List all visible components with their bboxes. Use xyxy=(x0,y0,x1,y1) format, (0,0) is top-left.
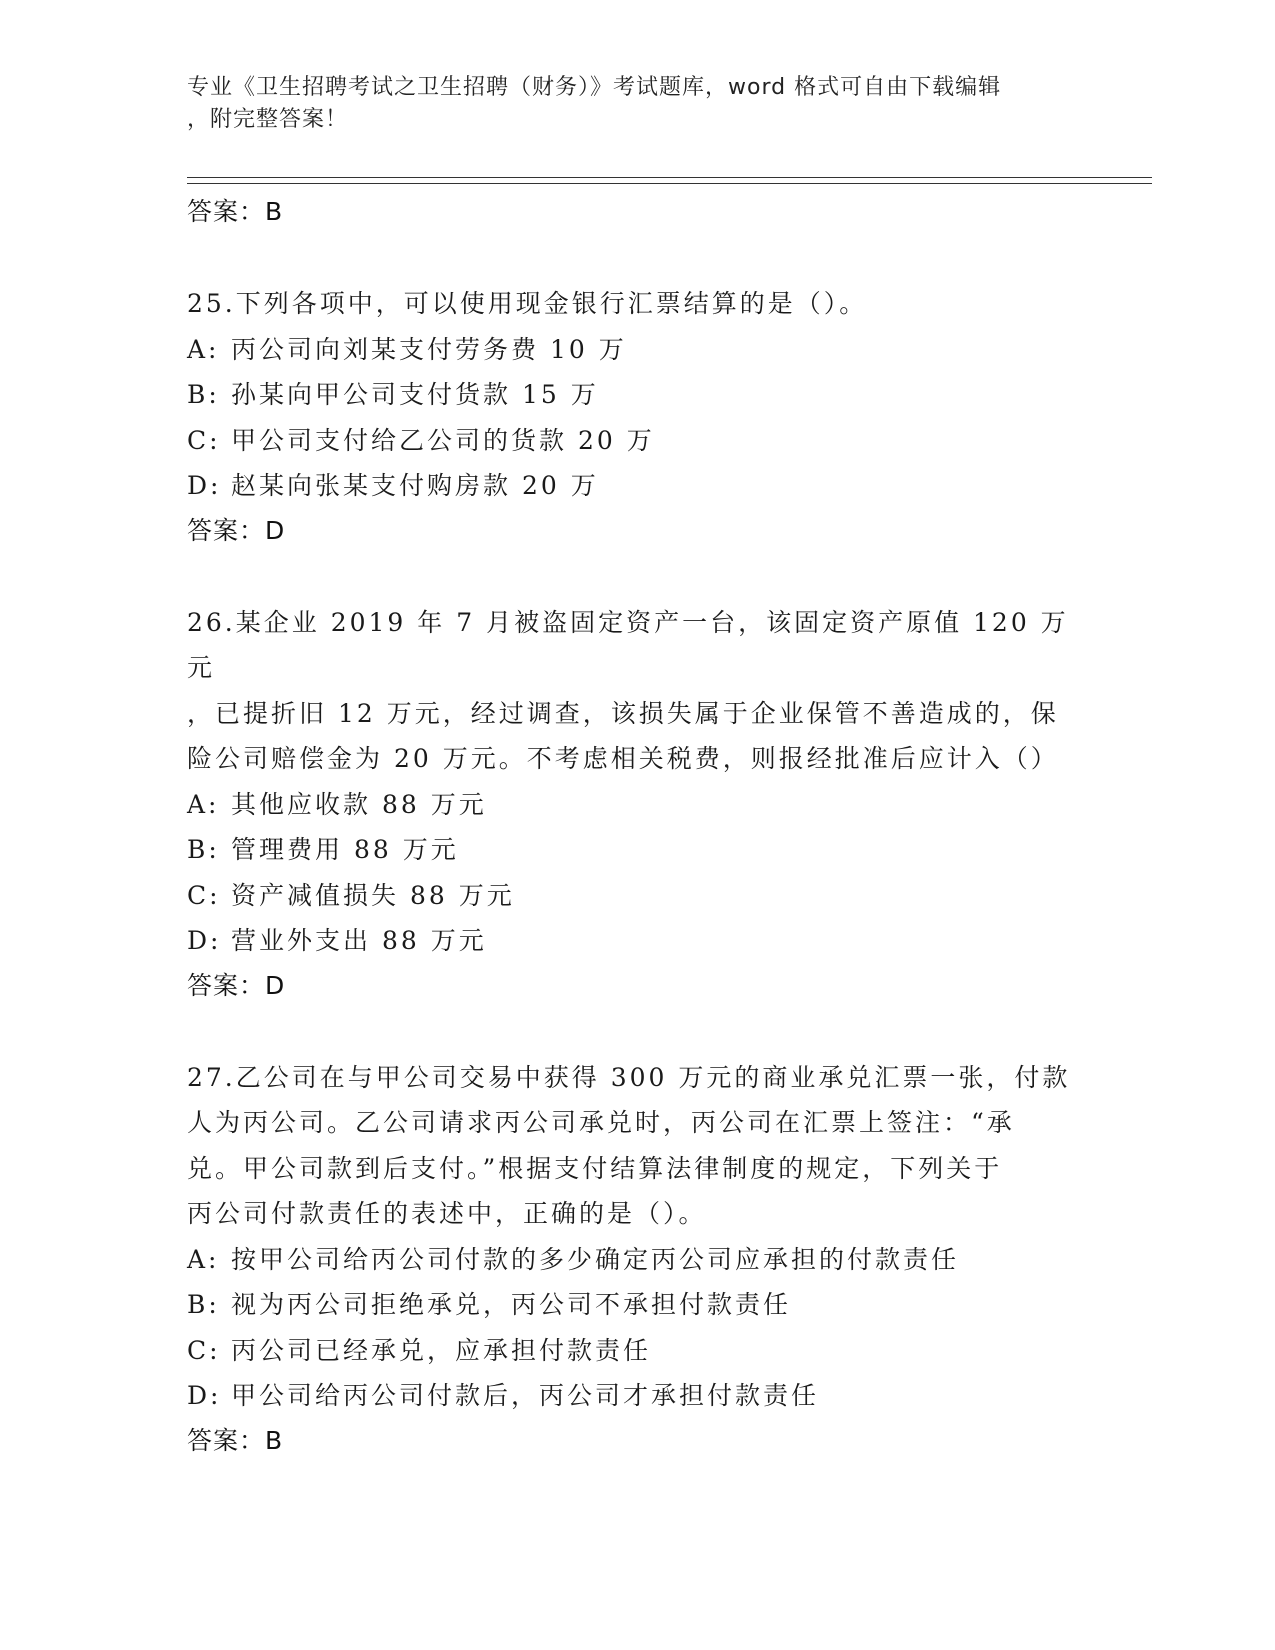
document-body xyxy=(187,190,1087,1463)
question-text xyxy=(187,1055,1087,1237)
option-letter: A: xyxy=(187,1244,220,1274)
option-a xyxy=(187,782,1087,828)
question-25 xyxy=(187,281,1087,553)
answer: 答案：D xyxy=(187,970,286,1000)
question-line: 险公司赔偿金为 20 万元。不考虑相关税费，则报经批准后应计入（） xyxy=(187,744,1059,773)
option-c xyxy=(187,418,1087,464)
option-text: 按甲公司给丙公司付款的多少确定丙公司应承担的付款责任 xyxy=(231,1244,960,1274)
spacer xyxy=(187,1008,1087,1055)
question-line: 26.某企业 2019 年 7 月被盗固定资产一台，该固定资产原值 120 万元 xyxy=(187,607,1069,682)
option-letter: B: xyxy=(187,1290,220,1319)
option-letter: D: xyxy=(187,1381,222,1410)
option-letter: B: xyxy=(187,380,220,409)
question-line: 丙公司付款责任的表述中，正确的是（）。 xyxy=(187,1199,707,1228)
option-text: 孙某向甲公司支付货款 15 万 xyxy=(231,380,599,409)
option-c xyxy=(187,873,1087,919)
option-d xyxy=(187,1373,1087,1419)
question-line: ，已提折旧 12 万元，经过调查，该损失属于企业保管不善造成的，保 xyxy=(187,698,1059,728)
question-line: 兑。甲公司款到后支付。”根据支付结算法律制度的规定，下列关于 xyxy=(187,1153,1003,1183)
header-line-2: ，附完整答案！ xyxy=(187,107,349,132)
option-letter: C: xyxy=(187,1335,221,1365)
option-c xyxy=(187,1328,1087,1374)
option-text: 营业外支出 88 万元 xyxy=(231,926,487,955)
option-letter: D: xyxy=(187,926,222,955)
previous-answer: 答案：B xyxy=(187,197,284,226)
option-letter: B: xyxy=(187,835,220,864)
question-line: 27.乙公司在与甲公司交易中获得 300 万元的商业承兑汇票一张，付款 xyxy=(187,1062,1071,1092)
question-line: 人为丙公司。乙公司请求丙公司承兑时，丙公司在汇票上签注：“承 xyxy=(187,1108,1015,1137)
option-text: 甲公司支付给乙公司的货款 20 万 xyxy=(231,425,655,455)
option-b xyxy=(187,827,1087,873)
option-d xyxy=(187,463,1087,509)
answer: 答案：D xyxy=(187,515,286,545)
question-text xyxy=(187,600,1087,782)
option-text: 资产减值损失 88 万元 xyxy=(231,880,515,910)
option-a xyxy=(187,1237,1087,1283)
document-header xyxy=(187,72,1067,136)
option-letter: A: xyxy=(187,334,220,364)
option-letter: A: xyxy=(187,789,220,819)
option-text: 甲公司给丙公司付款后，丙公司才承担付款责任 xyxy=(231,1381,820,1410)
question-text xyxy=(187,281,1087,327)
question-line: 25.下列各项中，可以使用现金银行汇票结算的是（）。 xyxy=(187,289,868,318)
option-d xyxy=(187,918,1087,964)
question-26 xyxy=(187,600,1087,1008)
option-letter: C: xyxy=(187,425,221,455)
spacer xyxy=(187,234,1087,281)
option-text: 管理费用 88 万元 xyxy=(231,835,459,864)
header-double-rule xyxy=(187,177,1152,184)
option-b xyxy=(187,372,1087,418)
option-a xyxy=(187,327,1087,373)
option-b xyxy=(187,1282,1087,1328)
question-27 xyxy=(187,1055,1087,1463)
header-line-1: 专业《卫生招聘考试之卫生招聘（财务）》考试题库，word 格式可自由下载编辑 xyxy=(187,75,1002,100)
option-text: 视为丙公司拒绝承兑，丙公司不承担付款责任 xyxy=(231,1290,792,1319)
option-letter: D: xyxy=(187,471,222,500)
option-text: 丙公司已经承兑，应承担付款责任 xyxy=(231,1335,652,1365)
spacer xyxy=(187,553,1087,600)
option-letter: C: xyxy=(187,880,221,910)
option-text: 赵某向张某支付购房款 20 万 xyxy=(231,471,599,500)
answer: 答案：B xyxy=(187,1425,284,1455)
option-text: 其他应收款 88 万元 xyxy=(231,789,487,819)
option-text: 丙公司向刘某支付劳务费 10 万 xyxy=(231,334,627,364)
